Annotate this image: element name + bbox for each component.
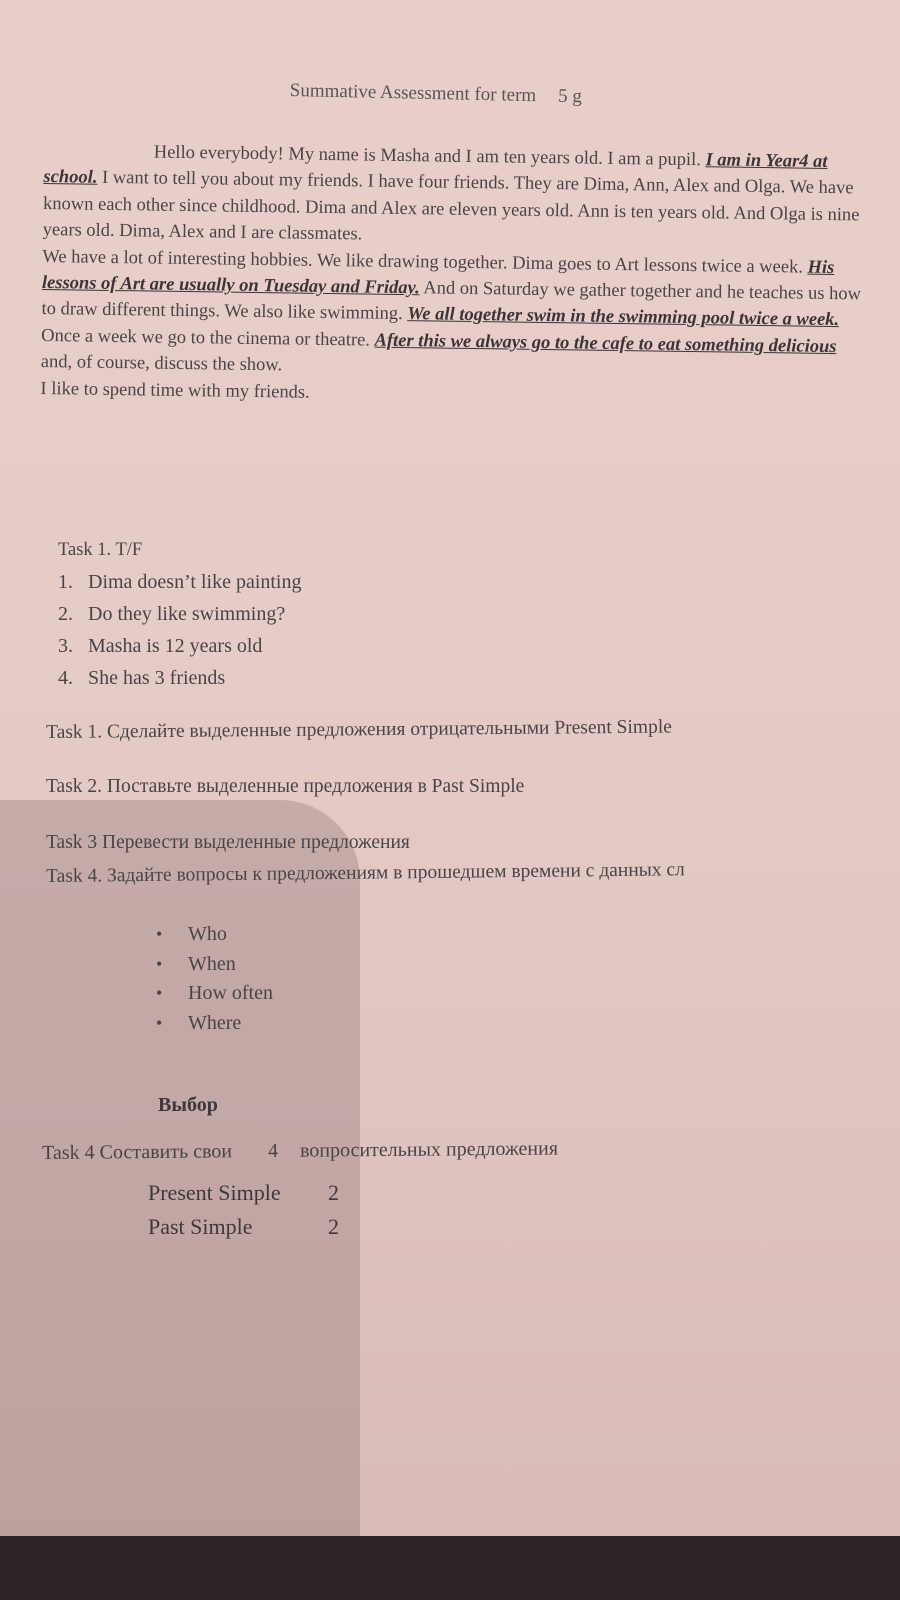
compose-label: Task 4 Составить свои — [42, 1140, 233, 1164]
compose-rest: вопросительных предложения — [299, 1137, 559, 1162]
tf-list — [58, 566, 302, 694]
task-tf-heading: Task 1. T/F — [58, 540, 143, 560]
tf-item-number: 2. — [58, 603, 73, 625]
highlight-sentence-3: We all together swim in the swimming pool twice a week. — [407, 304, 840, 331]
question-word: • Who — [156, 920, 273, 950]
highlight-sentence-4: After this we always go to the cafe to eat something delicious — [374, 330, 837, 357]
tf-item — [58, 630, 302, 662]
present-simple-label: Present Simple — [148, 1180, 281, 1205]
tf-item-text: Dima doesn’t like painting — [88, 571, 302, 593]
hand-shadow — [0, 800, 360, 1536]
tf-item-number: 4. — [58, 667, 73, 689]
question-word: • Where — [156, 1009, 273, 1039]
highlight-sentence-1: I am in Year4 at school. — [43, 150, 828, 189]
grade-label: 5 g — [557, 85, 583, 108]
tf-item-number: 3. — [58, 635, 73, 657]
choice-heading: Выбор — [158, 1094, 218, 1116]
tf-item — [58, 598, 302, 630]
p2-mid: And on Saturday we gather together and he teaches us how to draw different things. We also like swimming. — [41, 278, 862, 325]
page-title — [290, 80, 583, 108]
tf-item-text: Do they like swimming? — [88, 603, 286, 625]
p2-end: and, of course, discuss the show. — [40, 352, 283, 376]
task-3-translate: Task 3 Перевести выделенные предложения — [46, 832, 410, 853]
past-simple-row — [148, 1214, 339, 1240]
question-word: • How often — [156, 979, 273, 1009]
paragraph-2 — [41, 244, 863, 387]
tf-item-text: She has 3 friends — [88, 667, 226, 689]
title-text: Summative Assessment for term — [289, 80, 537, 107]
tf-item — [58, 566, 302, 598]
highlight-sentence-2: His lessons of Art are usually on Tuesday and Friday. — [41, 257, 835, 299]
tf-item-text: Masha is 12 years old — [88, 635, 263, 657]
task-1-negative: Task 1. Сделайте выделенные предложения отрицательными Present Simple — [46, 716, 672, 743]
p1-rest: I want to tell you about my friends. I have four friends. They are Dima, Ann, Alex and Olga. We have known each other since childhood. Dima and Alex are eleven years old. Ann is ten years old. And Olga is nine years old. Dima, Alex and I are classmates. — [42, 168, 860, 245]
reading-text — [40, 138, 864, 413]
paragraph-1 — [43, 138, 864, 255]
p1-start: Hello everybody! My name is Masha and I am ten years old. I am a pupil. — [153, 142, 702, 171]
tf-item-number: 1. — [58, 571, 73, 593]
task-4-questions: Task 4. Задайте вопросы к предложениям в прошедшем времени с данных сл — [46, 859, 685, 887]
tf-item — [58, 662, 302, 694]
past-simple-count: 2 — [328, 1214, 339, 1239]
table-background — [0, 1536, 900, 1600]
present-simple-count: 2 — [328, 1180, 339, 1205]
task-4-compose — [42, 1137, 558, 1165]
paragraph-3: I like to spend time with my friends. — [40, 378, 310, 403]
p2-mid2: Once a week we go to the cinema or theatre. — [41, 325, 375, 351]
question-word-list — [156, 920, 273, 1038]
compose-count: 4 — [267, 1139, 279, 1163]
p2-start: We have a lot of interesting hobbies. We like drawing together. Dima goes to Art lessons twice a week. — [42, 246, 808, 278]
task-2-past-simple: Task 2. Поставьте выделенные предложения в Past Simple — [46, 776, 525, 797]
past-simple-label: Past Simple — [148, 1214, 253, 1239]
present-simple-row — [148, 1180, 339, 1206]
question-word: • When — [156, 950, 273, 980]
